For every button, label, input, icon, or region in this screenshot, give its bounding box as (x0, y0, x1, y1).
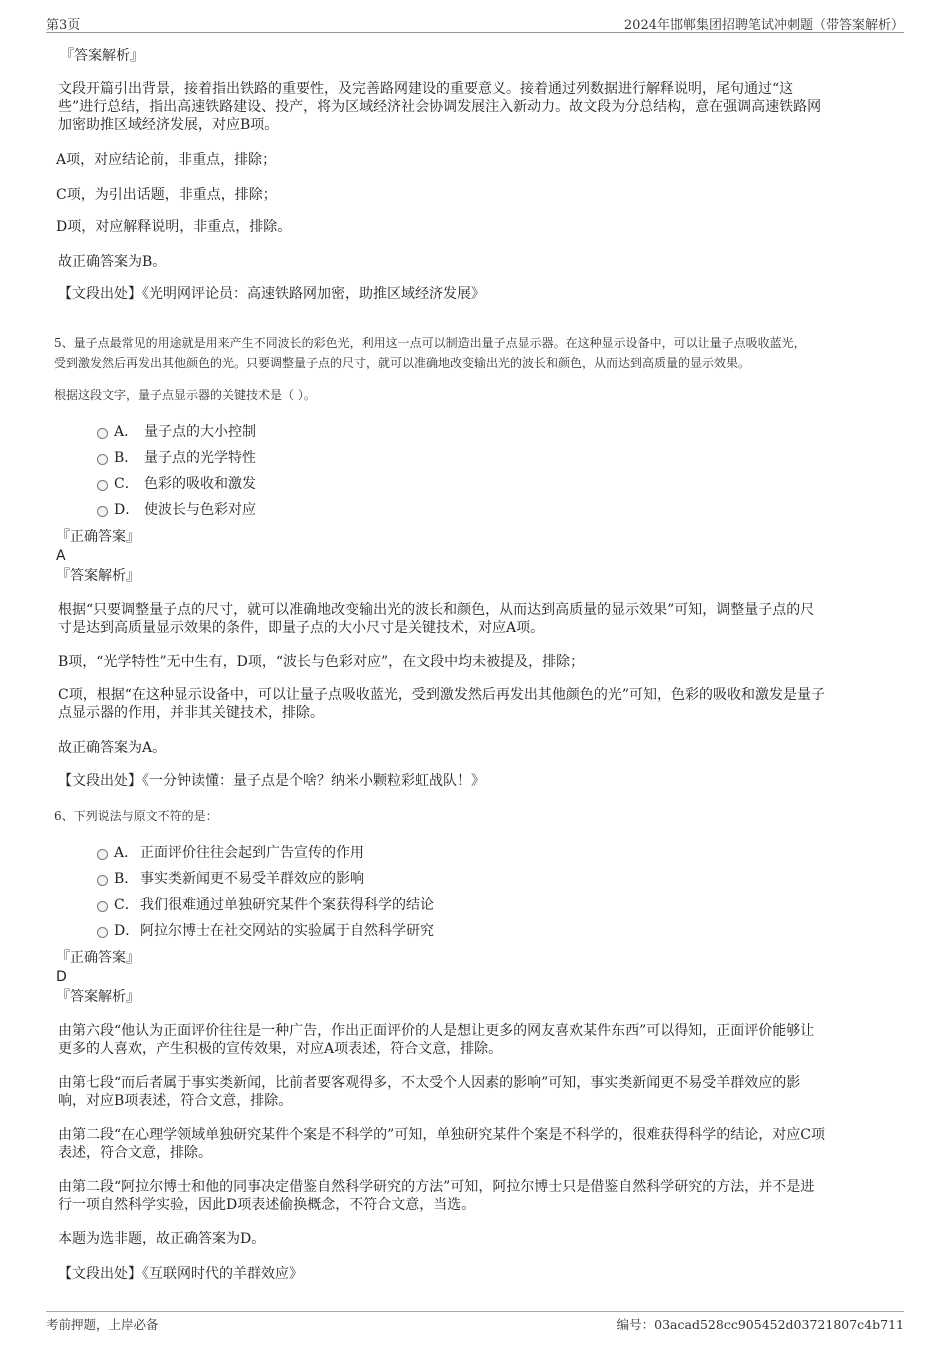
q4-conclusion: 故正确答案为B。 (58, 254, 167, 270)
radio-icon[interactable] (97, 849, 108, 860)
q6-options (56, 842, 756, 946)
q4-analysis-line: 些”进行总结，指出高速铁路建设、投产，将为区域经济社会协调发展注入新动力。故文段为分总结构，意在强调高速铁路网 (58, 99, 822, 115)
q6-option-a[interactable] (56, 842, 756, 868)
analysis-line: 由第七段“而后者属于事实类新闻，比前者要客观得多，不太受个人因素的影响”可知，事实类新闻更不易受羊群效应的影 (58, 1075, 801, 1091)
q5-option-d[interactable] (56, 499, 656, 525)
q5-option-b[interactable] (56, 447, 656, 473)
analysis-line: 根据“只要调整量子点的尺寸，就可以准确地改变输出光的波长和颜色，从而达到高质量的显示效果”可知，调整量子点的尺 (58, 602, 815, 618)
q6-conclusion: 本题为选非题，故正确答案为D。 (58, 1231, 266, 1247)
q6-analysis-p1 (58, 1022, 898, 1058)
option-text: 量子点的大小控制 (144, 424, 256, 440)
q5-correct-answer: A (56, 548, 66, 564)
q4-analysis-paragraph (58, 80, 898, 134)
q5-stem-line: 5、量子点最常见的用途就是用来产生不同波长的彩色光，利用这一点可以制造出量子点显示器。在这种显示设备中，可以让量子点吸收蓝光， (54, 336, 806, 350)
option-text: 正面评价往往会起到广告宣传的作用 (140, 845, 364, 861)
radio-icon[interactable] (97, 875, 108, 886)
q5-stem (54, 333, 904, 373)
q4-analysis-line: 文段开篇引出背景，接着指出铁路的重要性，及完善路网建设的重要意义。接着通过列数据进行解释说明，尾句通过“这 (58, 81, 794, 97)
page-number: 第3页 (46, 18, 81, 33)
q6-correct-answer: D (56, 969, 67, 985)
q5-correct-label: 『正确答案』 (56, 529, 140, 545)
radio-icon[interactable] (97, 927, 108, 938)
q5-question: 根据这段文字，量子点显示器的关键技术是（ ）。 (54, 388, 316, 402)
analysis-line: 由第六段“他认为正面评价往往是一种广告，作出正面评价的人是想让更多的网友喜欢某件东西”可以得知，正面评价能够让 (58, 1023, 815, 1039)
q6-option-b[interactable] (56, 868, 756, 894)
radio-icon[interactable] (97, 901, 108, 912)
q6-source: 【文段出处】《互联网时代的羊群效应》 (58, 1266, 303, 1282)
q6-analysis-p4 (58, 1178, 898, 1214)
option-text: 阿拉尔博士在社交网站的实验属于自然科学研究 (140, 923, 434, 939)
option-text: 量子点的光学特性 (144, 450, 256, 466)
option-letter: D． (114, 502, 140, 518)
option-letter: C． (114, 897, 139, 913)
q5-analysis-p2: B项，“光学特性”无中生有，D项，“波长与色彩对应”，在文段中均未被提及，排除； (58, 654, 585, 670)
page-footer (46, 1311, 904, 1333)
radio-icon[interactable] (97, 480, 108, 491)
option-letter: B． (114, 871, 139, 887)
q4-c-note: C项，为引出话题，非重点，排除； (56, 187, 277, 203)
option-letter: C． (114, 476, 139, 492)
analysis-line: 寸是达到高质量显示效果的条件，即量子点的大小尺寸是关键技术，对应A项。 (58, 620, 545, 636)
analysis-line: 表述，符合文意，排除。 (58, 1145, 212, 1161)
q4-a-note: A项，对应结论前，非重点，排除； (56, 152, 277, 168)
document-title: 2024年邯郸集团招聘笔试冲刺题（带答案解析） (623, 18, 904, 33)
q5-analysis-label: 『答案解析』 (56, 568, 140, 584)
q6-option-d[interactable] (56, 920, 756, 946)
q5-analysis-p1 (58, 601, 898, 637)
q6-analysis-p3 (58, 1126, 898, 1162)
radio-icon[interactable] (97, 428, 108, 439)
analysis-line: 行一项自然科学实验，因此D项表述偷换概念，不符合文意，当选。 (58, 1197, 476, 1213)
footer-slogan: 考前押题，上岸必备 (46, 1317, 159, 1332)
q5-source: 【文段出处】《一分钟读懂：量子点是个啥？纳米小颗粒彩虹战队！》 (58, 773, 485, 789)
radio-icon[interactable] (97, 454, 108, 465)
q6-analysis-label: 『答案解析』 (56, 989, 140, 1005)
q4-source: 【文段出处】《光明网评论员：高速铁路网加密，助推区域经济发展》 (58, 286, 485, 302)
q4-d-note: D项，对应解释说明，非重点，排除。 (56, 219, 292, 235)
q4-analysis-label: 『答案解析』 (60, 48, 144, 64)
analysis-line: C项，根据“在这种显示设备中，可以让量子点吸收蓝光，受到激发然后再发出其他颜色的光”可知，色彩的吸收和激发是量子 (58, 687, 826, 703)
option-text: 色彩的吸收和激发 (144, 476, 256, 492)
option-text: 事实类新闻更不易受羊群效应的影响 (140, 871, 364, 887)
radio-icon[interactable] (97, 506, 108, 517)
analysis-line: 点显示器的作用，并非其关键技术，排除。 (58, 705, 324, 721)
option-text: 我们很难通过单独研究某件个案获得科学的结论 (140, 897, 434, 913)
q5-options (56, 421, 656, 525)
option-letter: B． (114, 450, 139, 466)
q6-stem: 6、下列说法与原文不符的是： (54, 809, 218, 823)
q5-option-a[interactable] (56, 421, 656, 447)
q6-option-c[interactable] (56, 894, 756, 920)
document-code: 编号：03acad528cc905452d03721807c4b711 (616, 1317, 904, 1332)
option-letter: A． (114, 424, 139, 440)
analysis-line: 由第二段“阿拉尔博士和他的同事决定借鉴自然科学研究的方法”可知，阿拉尔博士只是借鉴自然科学研究的方法，并不是进 (58, 1179, 815, 1195)
page-header (46, 14, 904, 33)
q5-conclusion: 故正确答案为A。 (58, 740, 167, 756)
analysis-line: 响，对应B项表述，符合文意，排除。 (58, 1093, 293, 1109)
analysis-line: 由第二段“在心理学领域单独研究某件个案是不科学的”可知，单独研究某件个案是不科学的，很难获得科学的结论，对应C项 (58, 1127, 826, 1143)
q5-analysis-p3 (58, 686, 898, 722)
analysis-line: 更多的人喜欢，产生积极的宣传效果，对应A项表述，符合文意，排除。 (58, 1041, 503, 1057)
q5-option-c[interactable] (56, 473, 656, 499)
q5-stem-line: 受到激发然后再发出其他颜色的光。只要调整量子点的尺寸，就可以准确地改变输出光的波长和颜色，从而达到高质量的显示效果。 (54, 356, 751, 370)
q6-correct-label: 『正确答案』 (56, 950, 140, 966)
option-letter: A． (114, 845, 139, 861)
q4-analysis-line: 加密助推区域经济发展，对应B项。 (58, 117, 279, 133)
q6-analysis-p2 (58, 1074, 898, 1110)
option-letter: D． (114, 923, 140, 939)
option-text: 使波长与色彩对应 (144, 502, 256, 518)
